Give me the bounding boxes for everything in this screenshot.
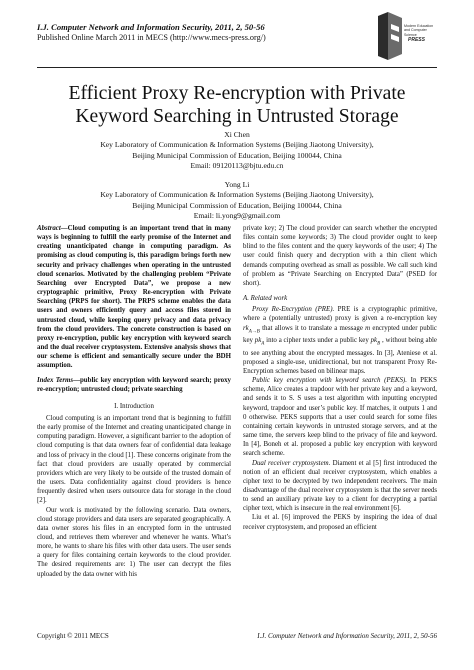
math-m: m [365,324,371,332]
abstract-label: Abstract [37,225,61,232]
pre-paragraph [243,305,437,376]
author-email: Email: li.yong9@gmail.com [193,211,281,221]
author-affiliation: Key Laboratory of Communication & Information Systems (Beijing Jiaotong University), [100,140,374,150]
math-rk: rk [243,324,249,332]
liu-paragraph: Liu et al. [6] improved the PEKS by inspiring the idea of dual receiver cryptosystem, and proposed an efficient [243,514,437,531]
pre-text: into a cipher texts under a public key [264,337,371,345]
peks-paragraph [243,376,437,458]
pre-text: encrypted under public key [243,324,437,345]
author-affiliation: Beijing Municipal Commission of Education, Beijing 100044, China [132,150,342,160]
abstract-text: —Cloud computing is an important trend that in many ways is beginning to fulfill the early promise of the Internet and creating unanticipated change in computing paradigm. As promising as cloud computing is, this paradigm brings forth new security and privacy challenges when operating in the untrusted cloud scenarios. Motivated by the challenging problem “Private Searching over Encrypted Data”, we propose a new cryptographic primitive, Proxy Re-encryption with Private Searching (PRPS for short). The PRPS scheme enables the data users and owners efficiently query and access files stored in untrusted cloud, while keeping query privacy and data privacy from the cloud providers. The concrete construction is based on proxy re-encryption, public key encryption with keyword search and the dual receiver cryptosystem. Extensive analysis shows that our scheme is efficient and semantically secure under the BDH assumption. [37,225,231,370]
intro-paragraph-1: Cloud computing is an important trend that is beginning to fulfill the early promise of the Internet and creating unanticipated change in computing paradigm. However, a significant barrier to the adoption of cloud computing is that data owners fear of confidential data leakage and loss of privacy in the cloud [1]. These concerns originate from the fact that cloud providers are usually operated by commercial providers which are very likely to be outside of the trusted domain of the users. Data confidentiality against cloud providers is hence frequently desired when users outsource data for storage in the cloud [2]. [37,414,231,505]
pre-label: Proxy Re-Encryption (PRE). [252,306,335,314]
index-terms [37,376,231,394]
index-terms-label: Index Terms [37,376,74,384]
math-pk-a: pk [254,337,262,345]
logo-text-mid: and Computer Science [404,28,427,37]
pre-text: PRE is a cryptographic primitive, where a (potentially untrusted) proxy is given a re-encryption key [243,306,438,323]
subsection-heading-related-work: A. Related work [243,295,288,303]
publication-info: Published Online March 2011 in MECS (http://www.mecs-press.org/) [37,33,266,42]
pre-text: , without being able to see anything about the encrypted messages. In [3], Ateniese et al. proposed a single-use, unidirectional, but not transparent Proxy Re-Encryption schemes based on bilinear maps. [243,337,437,375]
abstract [37,224,231,371]
peks-text: In PEKS scheme, Alice creates a trapdoor with her private key and a keyword, and sends it to S. S uses a test algorithm with inputting encrypted keyword, trapdoor and user’s public key. If matches, it outputs 1 and 0 otherwise. PEKS supports that a user could search for some files containing certain keywords in untrusted storage servers, and at the same time, the servers keep blind to the privacy of file and keyword. In [4], Boneh et al. proposed a public key encryption with keyword search scheme. [243,377,437,458]
title-line-2: Keyword Searching in Untrusted Storage [75,106,399,127]
author-name: Yong Li [224,180,250,189]
dual-label: Dual receiver cryptosystem. [252,459,331,467]
math-pk-b-subscript: B [377,341,381,347]
section-heading-introduction: I. Introduction [114,402,154,410]
logo-text-bottom: PRESS [408,37,425,43]
left-column [37,224,231,579]
journal-citation: I.J. Computer Network and Information Security, 2011, 2, 50-56 [37,22,265,32]
mecs-logo [372,10,434,64]
author-block-1 [20,130,454,172]
dual-receiver-paragraph [243,459,437,514]
paper-title [0,82,474,128]
footer-journal: I.J. Computer Network and Information Security, 2011, 2, 50-56 [257,632,437,640]
header-rule [37,67,437,68]
author-affiliation: Key Laboratory of Communication & Information Systems (Beijing Jiaotong University), [100,190,374,200]
title-line-1: Efficient Proxy Re-encryption with Private [68,83,406,104]
pre-text: that allows it to translate a message [259,324,366,332]
math-rk-subscript: A→B [248,328,260,334]
author-name: Xi Chen [224,130,250,139]
math-pk-a-subscript: A [261,341,265,347]
peks-label: Public key encryption with keyword search (PEKS). [252,377,407,385]
author-block-2 [20,180,454,222]
index-terms-text: —public key encryption with keyword search; proxy re-encryption; untrusted cloud; private searching [37,376,232,393]
author-email: Email: 09120113@bjtu.edu.cn [190,161,284,171]
continued-paragraph: private key; 2) The cloud provider can search whether the encrypted files contain some keywords; 3) The cloud provider ought to keep blind to the files content and the query keywords of the user; 4) The user could finish query and decryption with a thin client which demands computing overhead as small as possible. We call such kind of problem as “Private Searching on Encrypted Data” (PSED for short). [243,225,437,287]
math-pk-b: pk [370,337,378,345]
dual-text: Diament et al [5] first introduced the notion of an efficient dual receiver cryptosystem, which enables a cipher text to be decrypted by two independent receivers. The main disadvantage of the dual receiver cryptosystem is that the server needs to send an auxiliary private key to a client for decrypting a partial cipher text, which is insecure in the real environment [6]. [243,459,438,513]
intro-paragraph-2: Our work is motivated by the following scenario. Data owners, cloud storage providers and data users are separated geographically. A data owner stores his files in an encrypted form in the untrusted cloud, and retrieves them wherever and whenever he wants. What’s more, he wants to share his files with other data users. The user sends a query for files containing certain keywords to the cloud provider. The desired requirements are: 1) The user can decrypt the files uploaded by the data owner with his [37,506,231,578]
right-column [243,224,437,532]
logo-text-top: Modern Education [404,24,434,28]
author-affiliation: Beijing Municipal Commission of Education, Beijing 100044, China [132,200,342,210]
footer-copyright: Copyright © 2011 MECS [37,632,109,640]
